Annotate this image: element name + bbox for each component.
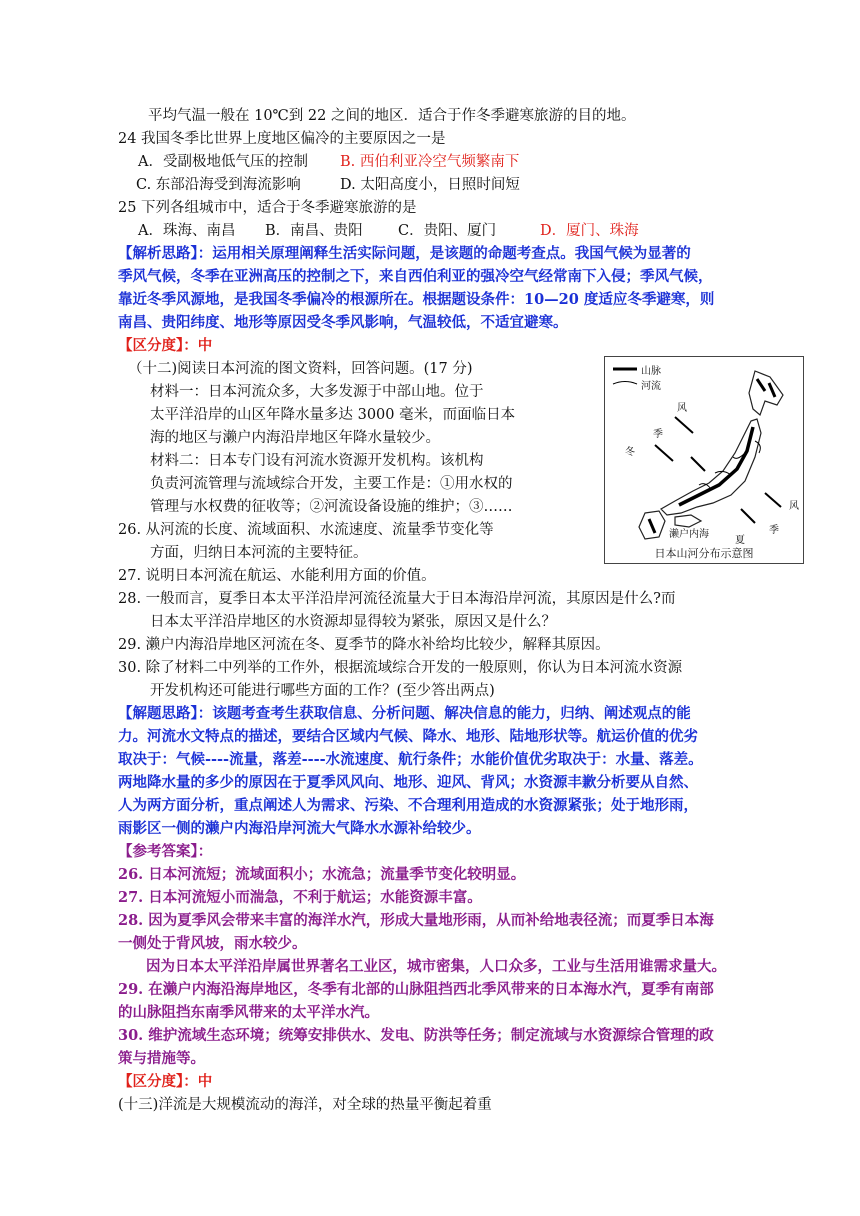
winter-monsoon-arrow	[655, 445, 673, 461]
answer-line: 28. 因为夏季风会带来丰富的海洋水汽，形成大量地形雨，从而补给地表径流；而夏季日本海	[118, 912, 714, 929]
map-title: 日本山河分布示意图	[654, 547, 754, 560]
option-25a: A．珠海、南昌	[138, 223, 236, 239]
winter-monsoon-arrow	[675, 417, 693, 433]
solution-line: 人为两方面分析，重点阐述人为需求、污染、不合理利用造成的水资源紧张；处于地形雨，	[118, 797, 698, 814]
question-29: 29. 濑户内海沿岸地区河流在冬、夏季节的降水补给均比较少，解释其原因。	[118, 637, 610, 653]
material-line: 材料一：日本河流众多，大多发源于中部山地。位于	[150, 384, 484, 400]
answer-line: 29. 在濑户内海沿海岸地区，冬季有北部的山脉阻挡西北季风带来的日本海水汽，夏季有南部	[118, 981, 714, 998]
map-label-season: 季	[769, 525, 779, 536]
solution-line: 【解题思路】：该题考查考生获取信息、分析问题、解决信息的能力，归纳、阐述观点的能	[118, 705, 691, 722]
material-line: 负责河流管理与流域综合开发，主要工作是：①用水权的	[150, 476, 513, 492]
analysis-line: 靠近冬季风源地，是我国冬季偏冷的根源所在。根据题设条件：10—20 度适应冬季避寒，则	[118, 291, 715, 308]
question-26-cont: 方面，归纳日本河流的主要特征。	[150, 545, 368, 561]
option-24b-answer: B. 西伯利亚冷空气频繁南下	[340, 154, 520, 170]
answer-line: 的山脉阻挡东南季风带来的太平洋水汽。	[118, 1004, 379, 1021]
answer-line: 26. 日本河流短；流域面积小；水流急；流量季节变化较明显。	[118, 866, 526, 883]
map-label-wind: 风	[677, 403, 687, 414]
discrimination-label: 【区分度】：中	[118, 337, 213, 354]
answer-line: 因为日本太平洋沿岸属世界著名工业区，城市密集，人口众多，工业与生活用谁需求量大。	[146, 958, 726, 975]
answer-line: 27. 日本河流短小而湍急，不利于航运；水能资源丰富。	[118, 889, 482, 906]
option-24d: D. 太阳高度小，日照时间短	[340, 177, 520, 193]
option-25c: C．贵阳、厦门	[398, 223, 497, 239]
map-label-winter: 冬	[625, 447, 635, 458]
solution-line: 两地降水量的多少的原因在于夏季风风向、地形、迎风、背风；水资源丰歉分析要从自然、	[118, 774, 698, 791]
material-line: 管理与水权费的征收等；②河流设备设施的维护；③……	[150, 499, 513, 515]
map-label-season: 季	[653, 429, 663, 440]
material-line: 材料二：日本专门设有河流水资源开发机构。该机构	[150, 453, 484, 469]
question-28-cont: 日本太平洋沿岸地区的水资源却显得较为紧张，原因又是什么？	[150, 614, 556, 630]
text-line: 平均气温一般在 10℃到 22 之间的地区．适合于作冬季避寒旅游的目的地。	[148, 108, 636, 124]
option-24c: C. 东部沿海受到海流影响	[136, 177, 301, 193]
section-13-heading: (十三)洋流是大规模流动的海洋，对全球的热量平衡起着重	[118, 1097, 492, 1113]
map-label-wind: 风	[789, 501, 799, 512]
legend-mountain-label: 山脉	[641, 366, 661, 377]
summer-monsoon-arrow	[765, 493, 781, 507]
solution-line: 雨影区一侧的濑户内海沿岸河流大气降水水源补给较少。	[118, 820, 481, 837]
question-30-cont: 开发机构还可能进行哪些方面的工作？(至少答出两点)	[150, 683, 495, 699]
analysis-line: 【解析思路】：运用相关原理阐释生活实际问题，是该题的命题考查点。我国气候为显著的	[118, 245, 691, 262]
legend-river-symbol	[613, 382, 637, 385]
solution-line: 取决于：气候----流量，落差----水流速度、航行条件；水能价值优劣取决于：水量、落差。	[118, 751, 703, 768]
option-25d-answer: D．厦门、珠海	[540, 223, 639, 239]
answer-heading: 【参考答案】：	[118, 843, 213, 860]
question-30: 30. 除了材料二中列举的工作外，根据流域综合开发的一般原则，你认为日本河流水资源	[118, 660, 683, 676]
winter-monsoon-arrow	[691, 457, 705, 471]
question-26: 26. 从河流的长度、流域面积、水流速度、流量季节变化等	[118, 522, 494, 538]
question-25: 25 下列各组城市中，适合于冬季避寒旅游的是	[118, 200, 417, 216]
legend-river-label: 河流	[641, 381, 661, 392]
section-12-heading: （十二)阅读日本河流的图文资料，回答问题。(17 分)	[128, 361, 473, 377]
analysis-line: 南昌、贵阳纬度、地形等原因受冬季风影响，气温较低，不适宜避寒。	[118, 314, 568, 331]
answer-line: 策与措施等。	[118, 1050, 205, 1067]
material-line: 海的地区与濑户内海沿岸地区年降水量较少。	[150, 430, 440, 446]
discrimination-label: 【区分度】：中	[118, 1073, 213, 1090]
question-28: 28. 一般而言，夏季日本太平洋沿岸河流径流量大于日本海沿岸河流，其原因是什么?而	[118, 591, 676, 607]
question-24: 24 我国冬季比世界上度地区偏冷的主要原因之一是	[118, 131, 446, 147]
honshu-shape	[661, 419, 761, 515]
japan-river-map	[604, 356, 804, 564]
analysis-line: 季风气候，冬季在亚洲高压的控制之下，来自西伯利亚的强冷空气经常南下入侵；季风气候，	[118, 268, 713, 285]
question-27: 27. 说明日本河流在航运、水能利用方面的价值。	[118, 568, 436, 584]
material-line: 太平洋沿岸的山区年降水量多达 3000 毫米，而面临日本	[150, 407, 516, 423]
summer-monsoon-arrow	[741, 509, 755, 523]
hokkaido-shape	[749, 371, 783, 415]
map-label-seto-inland-sea: 濑户内海	[669, 529, 709, 540]
option-24a: A．受副极地低气压的控制	[138, 154, 308, 170]
option-25b: B．南昌、贵阳	[265, 223, 363, 239]
answer-line: 30. 维护流域生态环境；统筹安排供水、发电、防洪等任务；制定流域与水资源综合管理的政	[118, 1027, 714, 1044]
map-label-summer: 夏	[735, 535, 745, 546]
solution-line: 力。河流水文特点的描述，要结合区域内气候、降水、地形、陆地形状等。航运价值的优劣	[118, 728, 698, 745]
answer-line: 一侧处于背风坡，雨水较少。	[118, 935, 307, 952]
